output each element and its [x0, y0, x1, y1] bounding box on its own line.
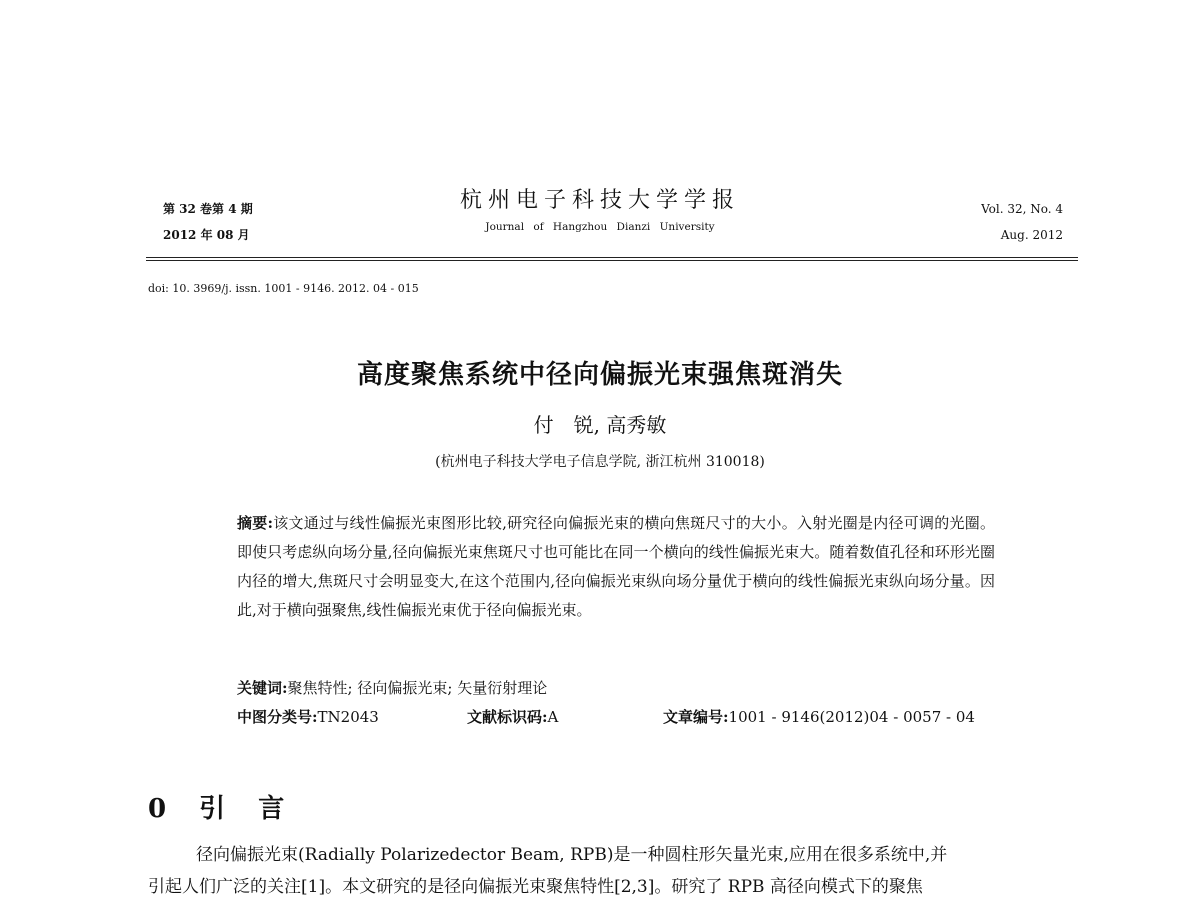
- issue-date-en: Aug. 2012: [1000, 228, 1063, 242]
- keywords-text: 聚焦特性; 径向偏振光束; 矢量衍射理论: [287, 679, 548, 697]
- body-line-1: 径向偏振光束(Radially Polarizedector Beam, RPB)是一种圆柱形矢量光束,应用在很多系统中,并: [196, 845, 948, 865]
- journal-volume-info: [981, 196, 1063, 248]
- journal-name-en: Journal of Hangzhou Dianzi University: [485, 221, 715, 233]
- section-heading: 0 引 言: [148, 794, 297, 824]
- keywords-label: 关键词:: [237, 679, 288, 697]
- doi: doi: 10. 3969/j. issn. 1001 - 9146. 2012. 04 - 015: [148, 282, 419, 295]
- volume-issue: 第 32 卷第 4 期: [163, 202, 253, 216]
- doc-code-label: 文献标识码:: [467, 708, 548, 726]
- doc-code: [467, 706, 558, 727]
- doc-code-value: A: [547, 708, 559, 726]
- body-line-2: 引起人们广泛的关注[1]。本文研究的是径向偏振光束聚焦特性[2,3]。研究了 RPB 高径向模式下的聚焦: [148, 877, 923, 897]
- journal-name: [400, 186, 800, 233]
- volume-en: Vol. 32, No. 4: [981, 202, 1063, 216]
- journal-name-cn: 杭州电子科技大学学报: [459, 188, 740, 213]
- classification-row: [237, 706, 975, 727]
- issue-date-cn: 2012 年 08 月: [163, 228, 250, 242]
- article-number: [663, 706, 975, 727]
- header-rule-top: [146, 257, 1078, 258]
- article-number-label: 文章编号:: [663, 708, 729, 726]
- abstract-text: 该文通过与线性偏振光束图形比较,研究径向偏振光束的横向焦斑尺寸的大小。入射光圈是内径可调的光圈。即使只考虑纵向场分量,径向偏振光束焦斑尺寸也可能比在同一个横向的线性偏振光束大。随着数值孔径和环形光圈内径的增大,焦斑尺寸会明显变大,在这个范围内,径向偏振光束纵向场分量优于横向的线性偏振光束纵向场分量。因此,对于横向强聚焦,线性偏振光束优于径向偏振光束。: [237, 514, 995, 619]
- keywords: [237, 677, 547, 698]
- journal-issue-info: [163, 196, 253, 248]
- header-rule-bottom: [146, 260, 1078, 261]
- article-number-value: 1001 - 9146(2012)04 - 0057 - 04: [728, 708, 975, 726]
- clc-label: 中图分类号:: [237, 708, 318, 726]
- abstract: [237, 509, 995, 625]
- affiliation: (杭州电子科技大学电子信息学院, 浙江杭州 310018): [435, 454, 765, 470]
- clc: [237, 708, 379, 726]
- abstract-label: 摘要:: [237, 514, 274, 532]
- paper-title: 高度聚焦系统中径向偏振光束强焦斑消失: [356, 360, 843, 390]
- clc-value: TN2043: [317, 708, 379, 726]
- authors: 付 锐, 高秀敏: [533, 413, 667, 437]
